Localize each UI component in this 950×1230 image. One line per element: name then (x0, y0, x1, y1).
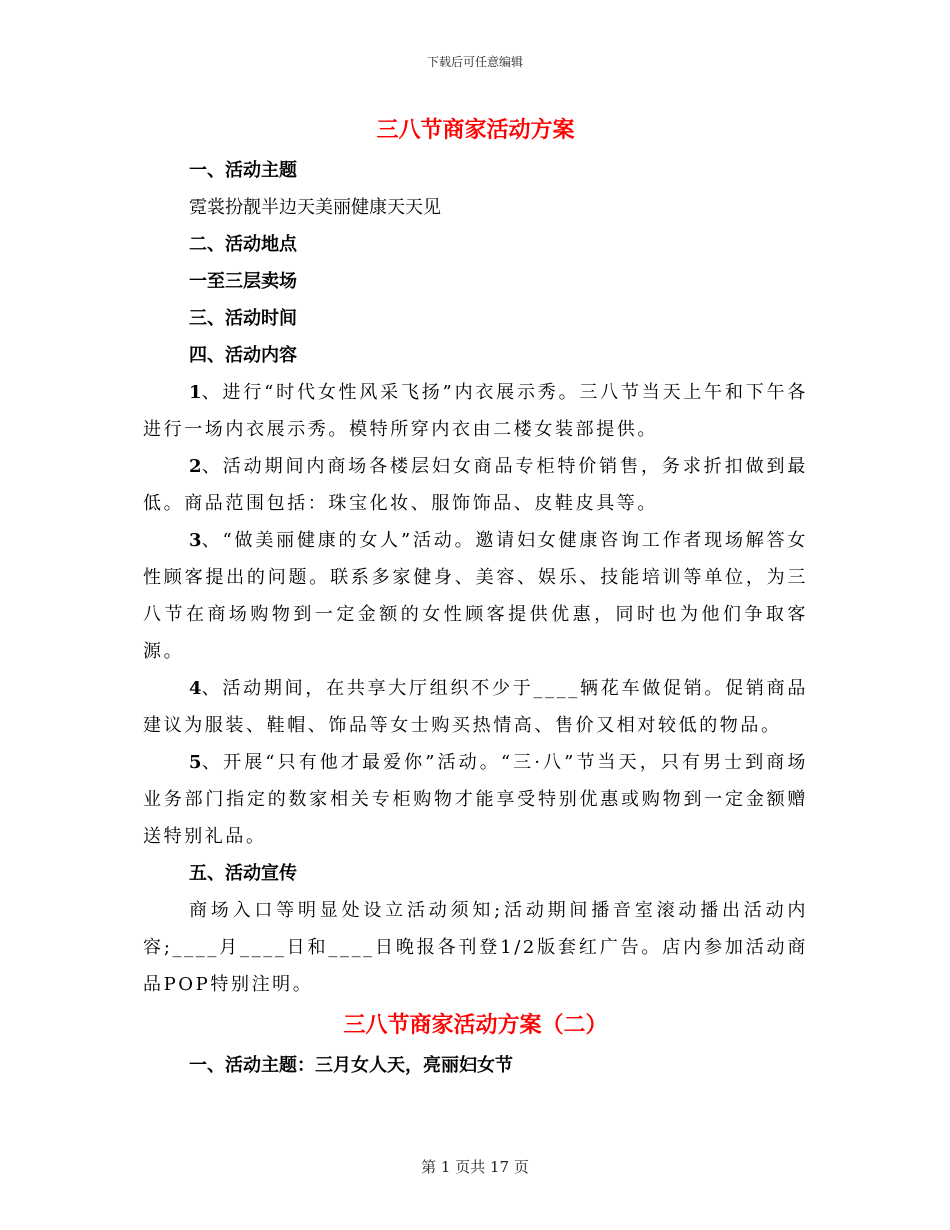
item-number: 2 (189, 456, 202, 477)
section-heading-theme: 一、活动主题 (189, 160, 297, 181)
content-item-5 (143, 744, 808, 855)
document-title: 三八节商家活动方案 (376, 117, 575, 143)
content-item-1 (143, 374, 808, 448)
item-text: 、“做美丽健康的女人”活动。邀请妇女健康咨询工作者现场解答女性顾客提出的问题。联系多家健身、美容、娱乐、技能培训等单位，为三八节在商场购物到一定金额的女性顾客提供优惠，同时也为他们争取客源。 (143, 530, 808, 662)
document-title-2: 三八节商家活动方案（二） (343, 1012, 608, 1038)
section-heading-promotion: 五、活动宣传 (189, 863, 297, 884)
section-heading-time: 三、活动时间 (189, 308, 297, 329)
item-number: 5 (189, 752, 202, 773)
content-item-2 (143, 448, 808, 522)
section-text-theme: 霓裳扮靓半边天美丽健康天天见 (189, 197, 441, 218)
section-text-location: 一至三层卖场 (189, 271, 297, 292)
page-footer: 第 1 页共 17 页 (421, 1158, 529, 1176)
content-item-3 (143, 522, 808, 670)
section-text-promotion: 商场入口等明显处设立活动须知;活动期间播音室滚动播出活动内容;____月____日和____日晚报各刊登1/2版套红广告。店内参加活动商品POP特别注明。 (143, 900, 808, 995)
section-heading-location: 二、活动地点 (189, 234, 297, 255)
item-text: 、活动期间，在共享大厅组织不少于____辆花车做促销。促销商品建议为服装、鞋帽、饰品等女士购买热情高、售价又相对较低的物品。 (143, 678, 808, 736)
item-text: 、活动期间内商场各楼层妇女商品专柜特价销售，务求折扣做到最低。商品范围包括：珠宝化妆、服饰饰品、皮鞋皮具等。 (143, 456, 808, 514)
item-text: 、开展“只有他才最爱你”活动。“三·八”节当天，只有男士到商场业务部门指定的数家相关专柜购物才能享受特别优惠或购物到一定金额赠送特别礼品。 (143, 752, 808, 847)
section-heading-theme-2: 一、活动主题：三月女人天，亮丽妇女节 (189, 1055, 513, 1076)
content-item-4 (143, 670, 808, 744)
section-heading-content: 四、活动内容 (189, 345, 297, 366)
item-number: 1 (189, 382, 202, 403)
item-number: 3 (189, 530, 202, 551)
item-text: 、进行“时代女性风采飞扬”内衣展示秀。三八节当天上午和下午各进行一场内衣展示秀。模特所穿内衣由二楼女装部提供。 (143, 382, 808, 440)
header-note: 下载后可任意编辑 (426, 55, 523, 69)
item-number: 4 (189, 678, 202, 699)
document-body (143, 112, 808, 1084)
